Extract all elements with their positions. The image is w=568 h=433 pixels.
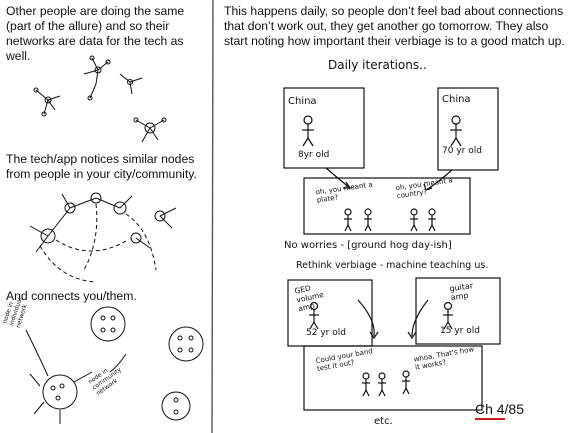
stick-figure-5 <box>410 209 418 231</box>
page-label-text: Ch 4/85 <box>474 401 524 417</box>
left-text-tech: The tech/app notices similar nodes from people in your city/community. <box>6 152 197 181</box>
etc-label: etc. <box>374 416 393 427</box>
left-text-connects: And connects you/them. <box>6 289 137 303</box>
bubble-band-test: Could your band test it out? <box>315 347 374 373</box>
rethink-verbiage-text: Rethink verbiage - machine teaching us. <box>296 260 489 271</box>
daily-iterations-label: Daily iterations.. <box>328 58 427 72</box>
right-panel <box>216 0 568 433</box>
left-panel <box>0 0 210 433</box>
stick-figure-6 <box>428 209 436 231</box>
page-label <box>475 401 524 417</box>
stick-figure-1 <box>302 116 314 146</box>
stick-figure-10 <box>378 373 386 396</box>
stick-figure-4 <box>364 209 372 231</box>
age-label-1: 8yr old <box>298 150 330 160</box>
stick-figure-9 <box>362 373 370 396</box>
note-individual-network: node in individual network <box>1 296 29 329</box>
bubble-country: oh, you meant a country? <box>395 176 454 201</box>
bubble-plate: oh, you meant a plate? <box>315 180 374 205</box>
china-label-1: China <box>288 96 317 107</box>
age-label-2: 70 yr old <box>442 146 482 156</box>
bubble-how-it-works: whoa, That's how it works? <box>413 345 475 372</box>
ged-amp-label: GED volume amp <box>293 283 325 314</box>
right-intro-text: This happens daily, so people don’t feel bad about connections that don’t work out, they get another go tomorrow. They also start noting how important their verbiage is to a good match up. <box>224 4 565 48</box>
age-label-4: 15 yr old <box>440 326 480 336</box>
network-cluster-1 <box>34 56 166 142</box>
panel-divider <box>211 0 215 433</box>
no-worries-text: No worries - [ground hog day-ish] <box>284 240 452 251</box>
stick-figure-2 <box>450 116 462 146</box>
china-label-2: China <box>442 94 471 105</box>
age-label-3: 52 yr old <box>306 328 346 338</box>
community-network <box>30 193 176 282</box>
left-text-others: Other people are doing the same (part of the allure) and so their networks are data for the tech as well. <box>6 4 185 63</box>
stick-figure-3 <box>344 209 352 231</box>
stick-figure-11 <box>402 371 410 394</box>
note-community-network: node in community network <box>87 366 123 398</box>
page-label-underline <box>475 418 505 420</box>
guitar-amp-label: guitar amp <box>448 281 474 303</box>
